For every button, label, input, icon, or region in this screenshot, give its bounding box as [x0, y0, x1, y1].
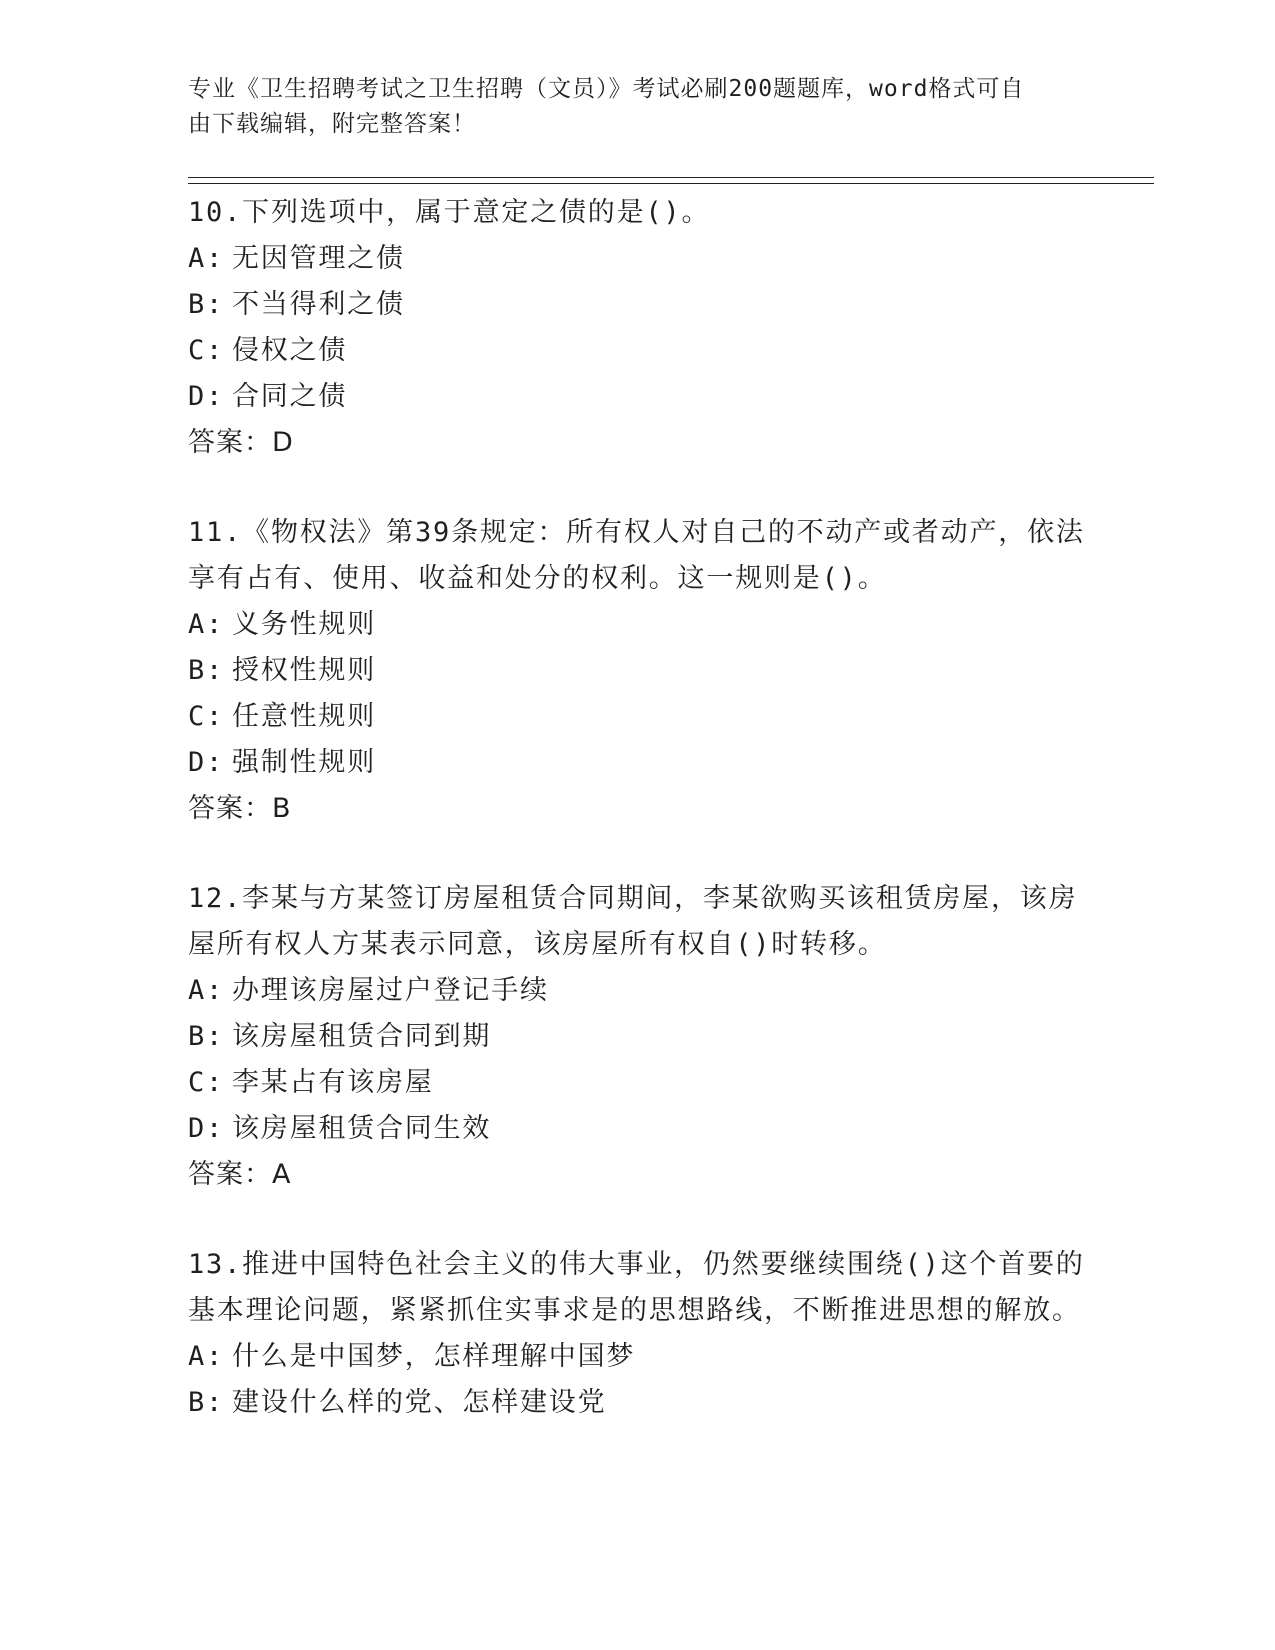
header-divider-bottom: [188, 183, 1154, 184]
option-text: 建设什么样的党、怎样建设党: [232, 1387, 607, 1418]
option-text: 李某占有该房屋: [232, 1067, 434, 1098]
option-letter: A:: [188, 243, 225, 274]
option-text: 什么是中国梦，怎样理解中国梦: [232, 1341, 636, 1372]
option-b: [188, 1380, 1088, 1426]
option-letter: C:: [188, 335, 225, 366]
option-text: 义务性规则: [232, 609, 376, 640]
question-10: [188, 190, 1088, 466]
answer-line: 答案：D: [188, 427, 294, 458]
option-letter: A:: [188, 1341, 225, 1372]
question-11: [188, 510, 1088, 832]
option-a: [188, 968, 1088, 1014]
option-text: 无因管理之债: [232, 243, 405, 274]
option-text: 不当得利之债: [232, 289, 405, 320]
option-d: [188, 1106, 1088, 1152]
option-letter: A:: [188, 609, 225, 640]
option-text: 任意性规则: [232, 701, 376, 732]
option-letter: D:: [188, 381, 225, 412]
question-list: [188, 190, 1088, 1470]
option-text: 侵权之债: [232, 335, 348, 366]
option-text: 授权性规则: [232, 655, 376, 686]
option-text: 强制性规则: [232, 747, 376, 778]
option-c: [188, 694, 1088, 740]
question-stem: 11.《物权法》第39条规定：所有权人对自己的不动产或者动产，依法享有占有、使用、收益和处分的权利。这一规则是()。: [188, 517, 1085, 594]
header-line-2: 由下载编辑，附完整答案！: [188, 111, 476, 137]
option-a: [188, 602, 1088, 648]
option-letter: D:: [188, 747, 225, 778]
option-text: 合同之债: [232, 381, 348, 412]
option-b: [188, 282, 1088, 328]
question-stem: 10.下列选项中，属于意定之债的是()。: [188, 197, 711, 228]
option-letter: A:: [188, 975, 225, 1006]
option-text: 办理该房屋过户登记手续: [232, 975, 549, 1006]
option-text: 该房屋租赁合同到期: [232, 1021, 492, 1052]
option-a: [188, 1334, 1088, 1380]
option-letter: D:: [188, 1113, 225, 1144]
question-stem: 13.推进中国特色社会主义的伟大事业，仍然要继续围绕()这个首要的基本理论问题，紧紧抓住实事求是的思想路线，不断推进思想的解放。: [188, 1249, 1085, 1326]
question-12: [188, 876, 1088, 1198]
question-13: [188, 1242, 1088, 1426]
question-stem: 12.李某与方某签订房屋租赁合同期间，李某欲购买该租赁房屋，该房屋所有权人方某表示同意，该房屋所有权自()时转移。: [188, 883, 1078, 960]
option-c: [188, 1060, 1088, 1106]
option-b: [188, 1014, 1088, 1060]
answer-line: 答案：B: [188, 793, 292, 824]
option-d: [188, 740, 1088, 786]
option-letter: B:: [188, 289, 225, 320]
option-text: 该房屋租赁合同生效: [232, 1113, 492, 1144]
option-letter: B:: [188, 1387, 225, 1418]
option-letter: C:: [188, 701, 225, 732]
option-b: [188, 648, 1088, 694]
option-letter: C:: [188, 1067, 225, 1098]
option-c: [188, 328, 1088, 374]
option-d: [188, 374, 1088, 420]
document-header: [188, 72, 1068, 142]
header-divider-top: [188, 177, 1154, 178]
option-letter: B:: [188, 1021, 225, 1052]
header-line-1: 专业《卫生招聘考试之卫生招聘（文员）》考试必刷200题题库，word格式可自: [188, 76, 1025, 102]
answer-line: 答案：A: [188, 1159, 292, 1190]
option-letter: B:: [188, 655, 225, 686]
option-a: [188, 236, 1088, 282]
